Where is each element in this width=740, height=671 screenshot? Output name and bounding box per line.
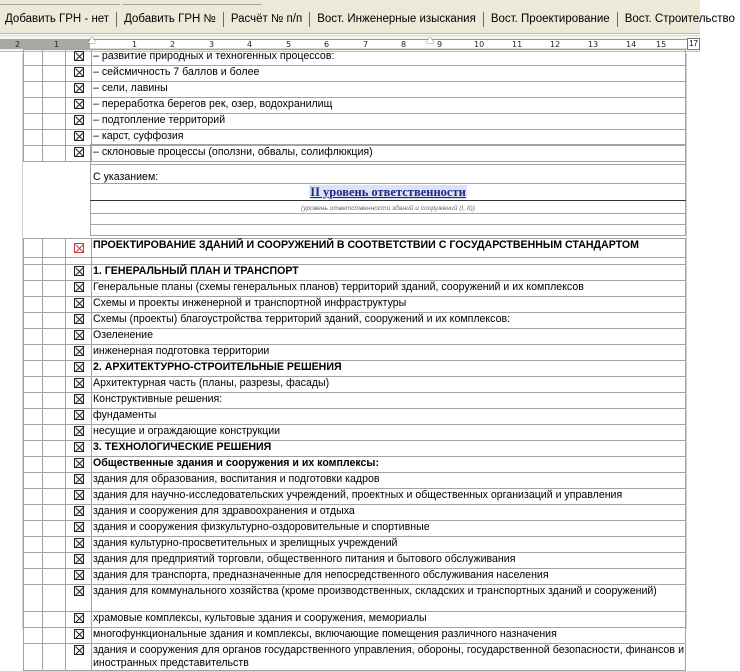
table-row [24, 473, 686, 489]
ruler-margin-area [0, 39, 90, 49]
table-row [24, 393, 686, 409]
row-text: Схемы и проекты инженерной и транспортной инфраструктуры [92, 297, 686, 313]
row-checkbox[interactable] [74, 410, 84, 420]
toolbar-top-strip [0, 0, 120, 5]
row-text: 2. АРХИТЕКТУРНО-СТРОИТЕЛЬНЫЕ РЕШЕНИЯ [92, 361, 686, 377]
row-checkbox[interactable] [74, 378, 84, 388]
table-row [24, 98, 686, 114]
row-text: здания для транспорта, предназначенные для непосредственного обслуживания населения [92, 569, 686, 585]
ruler-tick: 10 [474, 40, 485, 49]
table-row [24, 569, 686, 585]
row-text: Схемы (проекты) благоустройства территорий зданий, сооружений и их комплексов: [92, 313, 686, 329]
row-checkbox[interactable] [74, 586, 84, 596]
section-header-row [24, 239, 686, 258]
ruler-tick: 15 [656, 40, 667, 49]
row-checkbox[interactable] [74, 131, 84, 141]
ruler-tick: 14 [626, 40, 637, 49]
row-checkbox[interactable] [74, 506, 84, 516]
ruler-end-label: 17 [689, 39, 698, 48]
row-checkbox[interactable] [74, 554, 84, 564]
section-checkbox[interactable] [74, 243, 84, 253]
ruler-tick: 11 [512, 40, 523, 49]
ruler-tick: 2 [15, 40, 21, 49]
table-row [24, 345, 686, 361]
row-checkbox[interactable] [74, 458, 84, 468]
calc-row-number-button[interactable]: Расчёт № п/п [230, 13, 303, 25]
row-text: храмовые комплексы, культовые здания и сооружения, мемориалы [92, 612, 686, 628]
table-row [24, 50, 686, 66]
row-text: – переработка берегов рек, озер, водохранилищ [92, 98, 686, 114]
row-text: – сели, лавины [92, 82, 686, 98]
row-checkbox[interactable] [74, 67, 84, 77]
toolbar-top-strip-2 [122, 0, 262, 5]
row-text: – подтопление территорий [92, 114, 686, 130]
row-checkbox[interactable] [74, 51, 84, 61]
row-text: здания для образования, воспитания и подготовки кадров [92, 473, 686, 489]
table-row [24, 505, 686, 521]
row-checkbox[interactable] [74, 115, 84, 125]
ruler-tick: 5 [286, 40, 292, 49]
restore-engineering-surveys-button[interactable]: Вост. Инженерные изыскания [317, 13, 476, 25]
row-checkbox[interactable] [74, 474, 84, 484]
row-checkbox[interactable] [74, 645, 84, 655]
ruler-tick: 9 [437, 40, 443, 49]
row-text: 1. ГЕНЕРАЛЬНЫЙ ПЛАН И ТРАНСПОРТ [92, 265, 686, 281]
row-text: несущие и ограждающие конструкции [92, 425, 686, 441]
add-grn-number-button[interactable]: Добавить ГРН № [124, 13, 216, 25]
row-text: здания и сооружения физкультурно-оздоровительные и спортивные [92, 521, 686, 537]
table-row [24, 265, 686, 281]
row-text: инженерная подготовка территории [92, 345, 686, 361]
row-checkbox[interactable] [74, 362, 84, 372]
table-row [24, 66, 686, 82]
row-text: здания культурно-просветительных и зрелищных учреждений [92, 537, 686, 553]
row-text: здания для научно-исследовательских учреждений, проектных и общественных организаций и управления [92, 489, 686, 505]
table-row [24, 425, 686, 441]
row-text: фундаменты [92, 409, 686, 425]
toolbar-separator [483, 12, 484, 27]
table-row [24, 361, 686, 377]
row-text: Генеральные планы (схемы генеральных планов) территорий зданий, сооружений и их комплексов [92, 281, 686, 297]
row-checkbox[interactable] [74, 330, 84, 340]
table-row [24, 313, 686, 329]
toolbar-separator [116, 12, 117, 27]
ruler-tick: 1 [132, 40, 138, 49]
ruler-tick: 8 [401, 40, 407, 49]
row-text: Общественные здания и сооружения и их комплексы: [92, 457, 686, 473]
table-row [24, 441, 686, 457]
table-row [24, 537, 686, 553]
row-checkbox[interactable] [74, 266, 84, 276]
ruler-tick: 1 [54, 40, 60, 49]
table-row [24, 612, 686, 628]
row-text: здания для предприятий торговли, общественного питания и бытового обслуживания [92, 553, 686, 569]
row-checkbox[interactable] [74, 147, 84, 157]
row-text: многофункциональные здания и комплексы, включающие помещения различного назначения [92, 628, 686, 644]
toolbar-separator [309, 12, 310, 27]
row-text: Архитектурная часть (планы, разрезы, фасады) [92, 377, 686, 393]
table-row [24, 329, 686, 345]
toolbar-separator [617, 12, 618, 27]
add-grn-none-button[interactable]: Добавить ГРН - нет [5, 13, 110, 25]
row-checkbox[interactable] [74, 394, 84, 404]
design-table [23, 238, 686, 671]
ruler-tick: 6 [324, 40, 330, 49]
table-row [24, 457, 686, 473]
row-text: – сейсмичность 7 баллов и более [92, 66, 686, 82]
with-note-label: С указанием: [91, 165, 686, 184]
table-row [24, 553, 686, 569]
row-checkbox[interactable] [74, 522, 84, 532]
row-text: – карст, суффозия [92, 130, 686, 146]
table-row [24, 82, 686, 98]
row-text: – склоновые процессы (оползни, обвалы, солифлюкция) [92, 146, 686, 162]
table-row [24, 409, 686, 425]
custom-toolbar [0, 0, 735, 34]
row-text: здания для коммунального хозяйства (кроме производственных, складских и транспортных зданий и сооружений) [92, 585, 686, 612]
first-line-indent-marker[interactable] [88, 37, 96, 43]
row-checkbox[interactable] [74, 490, 84, 500]
row-checkbox[interactable] [74, 83, 84, 93]
toolbar-buttons [0, 8, 740, 30]
table-row [24, 521, 686, 537]
table-row [24, 377, 686, 393]
right-indent-marker[interactable] [426, 37, 434, 43]
row-text: здания и сооружения для органов государственного управления, обороны, государственной безопасности, финансов и иностранных представительств [93, 644, 684, 669]
row-checkbox[interactable] [74, 346, 84, 356]
row-checkbox[interactable] [74, 99, 84, 109]
table-row [24, 114, 686, 130]
row-text: – развитие природных и техногенных процессов: [92, 50, 686, 66]
table-row [24, 644, 686, 671]
row-text: Конструктивные решения: [92, 393, 686, 409]
ruler-tick: 7 [363, 40, 369, 49]
ruler-tick: 12 [550, 40, 561, 49]
instruction-block [90, 144, 686, 236]
row-checkbox[interactable] [74, 570, 84, 580]
row-checkbox[interactable] [74, 613, 84, 623]
row-text: здания и сооружения для здравоохранения и отдыха [92, 505, 686, 521]
ruler-tick: 3 [209, 40, 215, 49]
row-checkbox[interactable] [74, 426, 84, 436]
section-title: ПРОЕКТИРОВАНИЕ ЗДАНИЙ И СООРУЖЕНИЙ В СООТВЕТСТВИИ С ГОСУДАРСТВЕННЫМ СТАНДАРТОМ [92, 239, 686, 258]
row-checkbox[interactable] [74, 282, 84, 292]
table-row [24, 281, 686, 297]
ruler-tick: 2 [170, 40, 176, 49]
toolbar-separator [223, 12, 224, 27]
restore-design-button[interactable]: Вост. Проектирование [490, 13, 610, 25]
responsibility-level-title[interactable]: II уровень ответственности [310, 184, 466, 199]
row-text: Озеленение [92, 329, 686, 345]
ruler-tick: 13 [588, 40, 599, 49]
ruler-tick: 4 [247, 40, 253, 49]
row-checkbox[interactable] [74, 629, 84, 639]
row-text: 3. ТЕХНОЛОГИЧЕСКИЕ РЕШЕНИЯ [92, 441, 686, 457]
row-checkbox[interactable] [74, 442, 84, 452]
row-checkbox[interactable] [74, 314, 84, 324]
table-row [24, 297, 686, 313]
table-row [24, 628, 686, 644]
row-checkbox[interactable] [74, 298, 84, 308]
restore-construction-button[interactable]: Вост. Строительство [624, 13, 735, 25]
table-row [24, 585, 686, 612]
document-area[interactable] [0, 50, 700, 669]
row-checkbox[interactable] [74, 538, 84, 548]
responsibility-level-subtitle: (уровень ответственности зданий и сооружений (I, II)) [301, 205, 475, 212]
page-right-edge [686, 54, 687, 629]
table-row [24, 489, 686, 505]
